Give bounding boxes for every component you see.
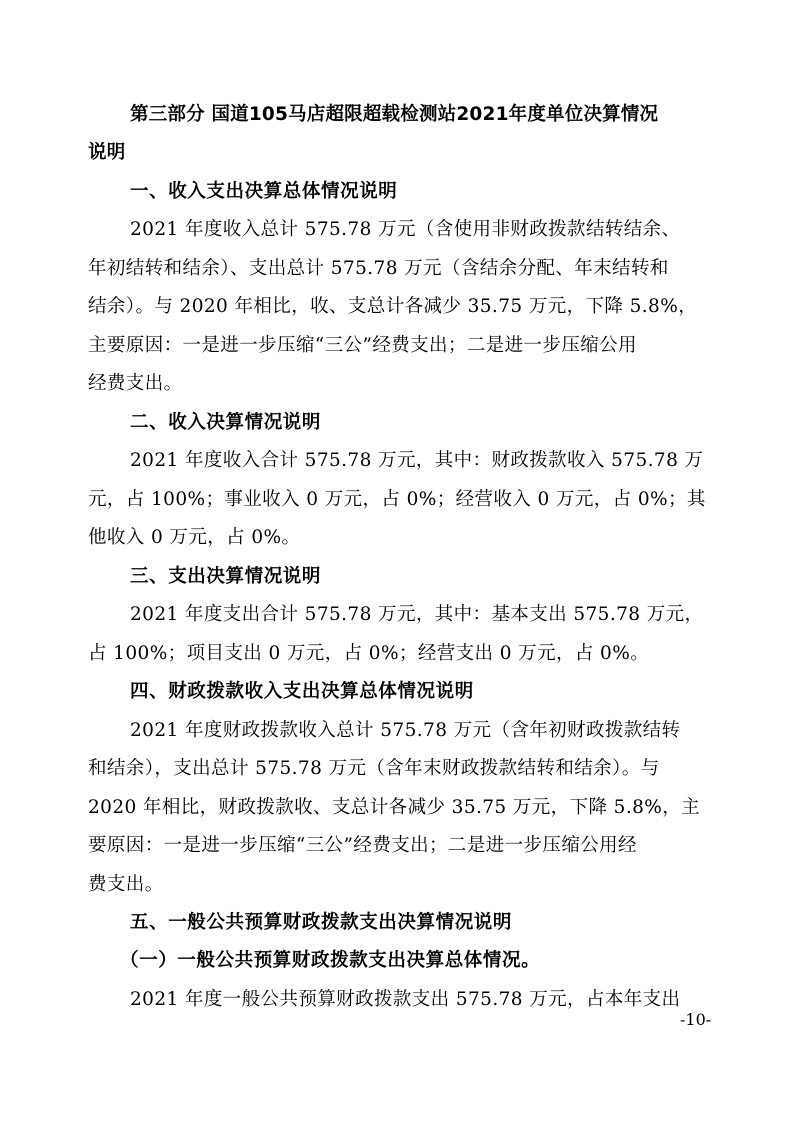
paragraph-line: 2020 年相比，财政拨款收、支总计各减少 35.75 万元，下降 5.8%，主 xyxy=(88,797,701,818)
paragraph-line: 2021 年度收入总计 575.78 万元（含使用非财政拨款结转结余、 xyxy=(130,219,681,240)
paragraph-line: 元，占 100%；事业收入 0 万元，占 0%；经营收入 0 万元，占 0%；其 xyxy=(88,489,706,510)
paragraph-line: 占 100%；项目支出 0 万元，占 0%；经营支出 0 万元，占 0%。 xyxy=(88,643,650,664)
section-heading-4: 四、财政拨款收入支出决算总体情况说明 xyxy=(130,681,474,702)
paragraph-line: 要原因：一是进一步压缩“三公”经费支出；二是进一步压缩公用经 xyxy=(88,835,637,856)
paragraph-line: 经费支出。 xyxy=(88,373,183,394)
paragraph-line: 费支出。 xyxy=(88,874,164,895)
subsection-heading: （一）一般公共预算财政拨款支出决算总体情况。 xyxy=(120,950,541,971)
paragraph-line: 2021 年度收入合计 575.78 万元，其中：财政拨款收入 575.78 万 xyxy=(130,450,704,471)
section-heading-2: 二、收入决算情况说明 xyxy=(130,412,322,433)
section-heading-1: 一、收入支出决算总体情况说明 xyxy=(130,181,398,202)
document-title: 第三部分 国道105马店超限超载检测站2021年度单位决算情况 xyxy=(130,104,659,125)
paragraph-line: 他收入 0 万元，占 0%。 xyxy=(88,527,301,548)
section-heading-3: 三、支出决算情况说明 xyxy=(130,566,322,587)
paragraph-line: 结余）。与 2020 年相比，收、支总计各减少 35.75 万元，下降 5.8%， xyxy=(88,296,698,317)
paragraph-line: 主要原因：一是进一步压缩“三公”经费支出；二是进一步压缩公用 xyxy=(88,335,637,356)
paragraph-line: 2021 年度一般公共预算财政拨款支出 575.78 万元，占本年支出 xyxy=(130,989,681,1010)
section-heading-5: 五、一般公共预算财政拨款支出决算情况说明 xyxy=(130,912,513,933)
page-number: -10- xyxy=(680,1010,712,1029)
paragraph-line: 2021 年度财政拨款收入总计 575.78 万元（含年初财政拨款结转 xyxy=(130,720,681,741)
paragraph-line: 和结余），支出总计 575.78 万元（含年末财政拨款结转和结余）。与 xyxy=(88,758,660,779)
paragraph-line: 年初结转和结余）、支出总计 575.78 万元（含结余分配、年末结转和 xyxy=(88,258,669,279)
document-title-continued: 说明 xyxy=(88,142,126,163)
paragraph-line: 2021 年度支出合计 575.78 万元，其中：基本支出 575.78 万元， xyxy=(130,604,704,625)
